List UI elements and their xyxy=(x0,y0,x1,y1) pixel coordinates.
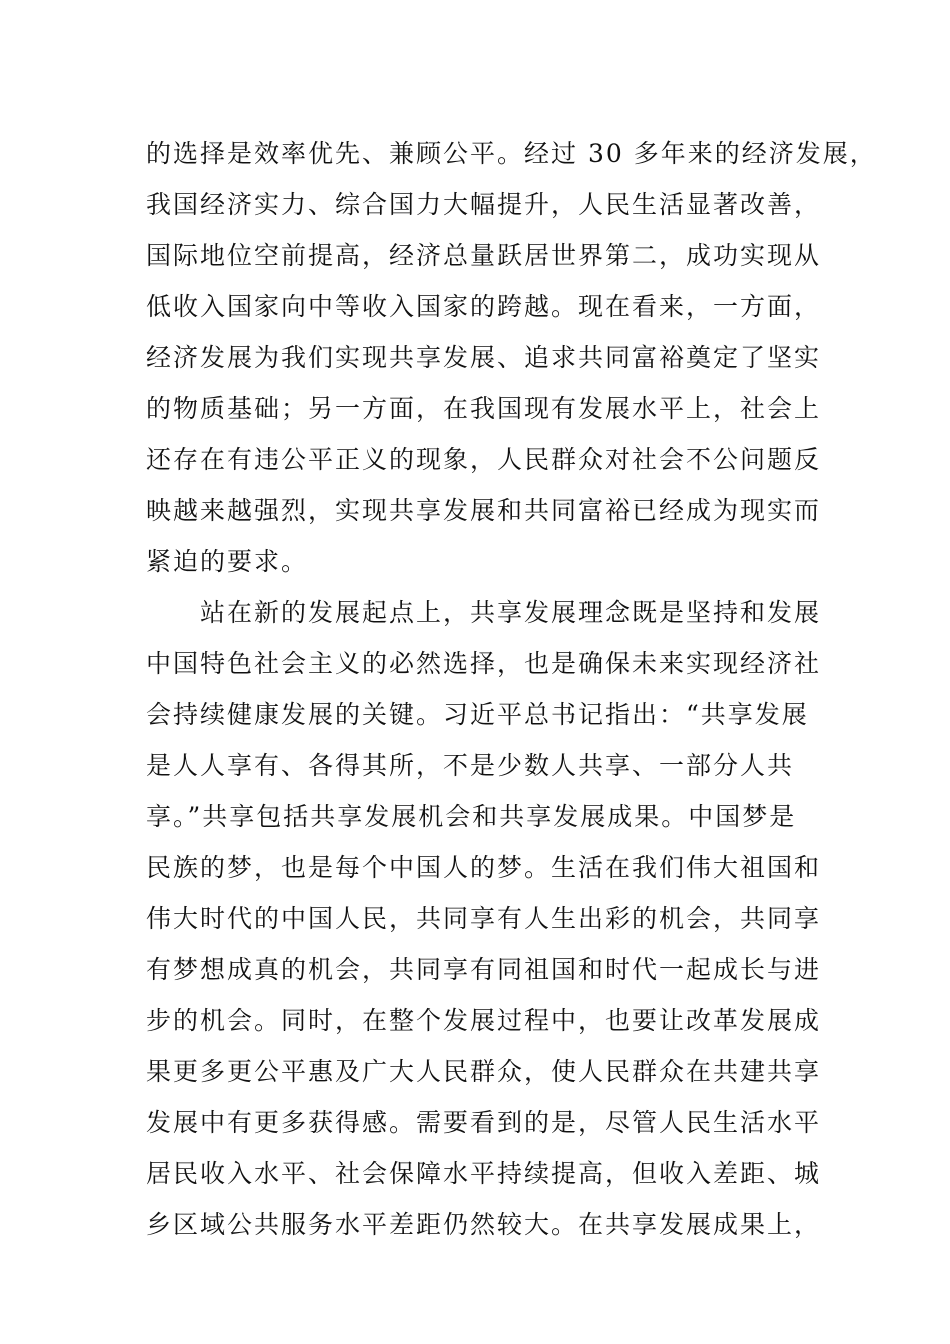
text-line: 民族的梦，也是每个中国人的梦。生活在我们伟大祖国和 xyxy=(146,853,822,882)
text-line: 国际地位空前提高，经济总量跃居世界第二，成功实现从 xyxy=(146,241,822,270)
text-line: 果更多更公平惠及广大人民群众，使人民群众在共建共享 xyxy=(146,1057,822,1086)
text-line: 乡区域公共服务水平差距仍然较大。在共享发展成果上， xyxy=(146,1210,822,1239)
paragraph-first-line: 站在新的发展起点上，共享发展理念既是坚持和发展 xyxy=(200,598,822,627)
text-line: 有梦想成真的机会，共同享有同祖国和时代一起成长与进 xyxy=(146,955,822,984)
text-line: 映越来越强烈，实现共享发展和共同富裕已经成为现实而 xyxy=(146,496,822,525)
text-line: 享。”共享包括共享发展机会和共享发展成果。中国梦是 xyxy=(146,802,797,831)
text-line: 紧迫的要求。 xyxy=(146,547,309,576)
text-line: 低收入国家向中等收入国家的跨越。现在看来，一方面， xyxy=(146,292,822,321)
text-line: 会持续健康发展的关键。习近平总书记指出：“共享发展 xyxy=(146,700,809,729)
text-line: 步的机会。同时，在整个发展过程中，也要让改革发展成 xyxy=(146,1006,822,1035)
text-line: 中国特色社会主义的必然选择，也是确保未来实现经济社 xyxy=(146,649,822,678)
text-line: 是人人享有、各得其所，不是少数人共享、一部分人共 xyxy=(146,751,795,780)
text-line: 伟大时代的中国人民，共同享有人生出彩的机会，共同享 xyxy=(146,904,822,933)
text-line: 我国经济实力、综合国力大幅提升，人民生活显著改善， xyxy=(146,190,822,219)
text-line: 经济发展为我们实现共享发展、追求共同富裕奠定了坚实 xyxy=(146,343,822,372)
text-line: 居民收入水平、社会保障水平持续提高，但收入差距、城 xyxy=(146,1159,822,1188)
text-line: 发展中有更多获得感。需要看到的是，尽管人民生活水平 xyxy=(146,1108,822,1137)
text-line: 还存在有违公平正义的现象，人民群众对社会不公问题反 xyxy=(146,445,822,474)
body-text xyxy=(146,128,877,1250)
text-line: 的物质基础；另一方面，在我国现有发展水平上，社会上 xyxy=(146,394,822,423)
text-line: 的选择是效率优先、兼顾公平。经过 30 多年来的经济发展， xyxy=(146,139,877,168)
